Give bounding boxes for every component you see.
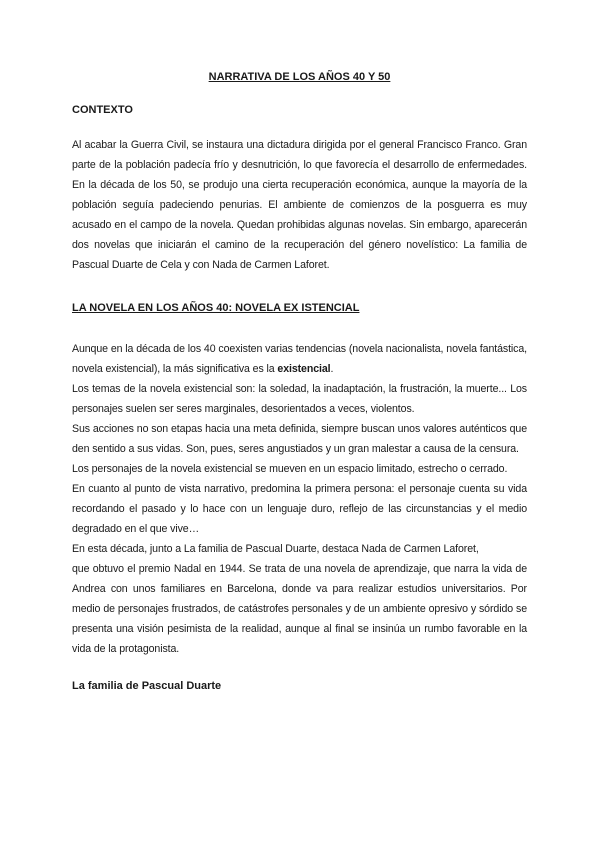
section-heading-contexto: CONTEXTO xyxy=(72,104,133,116)
novela-paragraph-1-end: . xyxy=(330,363,334,375)
novela-paragraph-1-text: Aunque en la década de los 40 coexisten varias tendencias (novela nacionalista, novela fantástica, novela existencial), la más significativa es la xyxy=(72,343,527,375)
section-heading-novela-40: LA NOVELA EN LOS AÑOS 40: NOVELA EX ISTENCIAL xyxy=(72,302,360,314)
novela-paragraph-4: Los personajes de la novela existencial se mueven en un espacio limitado, estrecho o cerrado. xyxy=(72,463,508,475)
novela-paragraph-6: En esta década, junto a La familia de Pascual Duarte, destaca Nada de Carmen Laforet, xyxy=(72,543,479,555)
contexto-paragraph: Al acabar la Guerra Civil, se instaura una dictadura dirigida por el general Francisco Franco. Gran parte de la población padecía frío y desnutrición, lo que favorecía el desarrollo de enfermedades. En la década de los 50, se produjo una cierta recuperación económica, aunque la mayoría de la población seguía padeciendo penurias. El ambiente de comienzos de la posguerra es muy acusado en el campo de la novela. Quedan prohibidas algunas novelas. Sin embargo, aparecerán dos novelas que iniciarán el camino de la recuperación del género novelístico: La familia de Pascual Duarte de Cela y con Nada de Carmen Laforet. xyxy=(72,139,527,271)
existencial-emphasis: existencial xyxy=(277,363,331,375)
novela-paragraph-7: que obtuvo el premio Nadal en 1944. Se trata de una novela de aprendizaje, que narra la vida de Andrea con unos familiares en Barcelona, donde va para realizar estudios universitarios. Por medio de personajes frustrados, de catástrofes personales y de un ambiente opresivo y sórdido se presenta una visión pesimista de la realidad, aunque al final se insinúa un rumbo favorable en la vida de la protagonista. xyxy=(72,563,527,655)
novela-paragraph-5: En cuanto al punto de vista narrativo, predomina la primera persona: el personaje cuenta su vida recordando el pasado y lo hace con un lenguaje duro, reflejo de las circunstancias y el medio degradado en el que vive… xyxy=(72,483,527,535)
novela-paragraph-1 xyxy=(72,339,527,379)
page-title: NARRATIVA DE LOS AÑOS 40 Y 50 xyxy=(208,71,391,83)
novela-paragraph-3: Sus acciones no son etapas hacia una meta definida, siempre buscan unos valores auténticos que den sentido a sus vidas. Son, pues, seres angustiados y un gran malestar a causa de la censura. xyxy=(72,423,527,455)
novela-paragraph-2: Los temas de la novela existencial son: la soledad, la inadaptación, la frustración, la muerte... Los personajes suelen ser seres marginales, desorientados a veces, violentos. xyxy=(72,383,527,415)
document-page xyxy=(72,70,527,711)
section-heading-pascual-duarte: La familia de Pascual Duarte xyxy=(72,680,222,692)
